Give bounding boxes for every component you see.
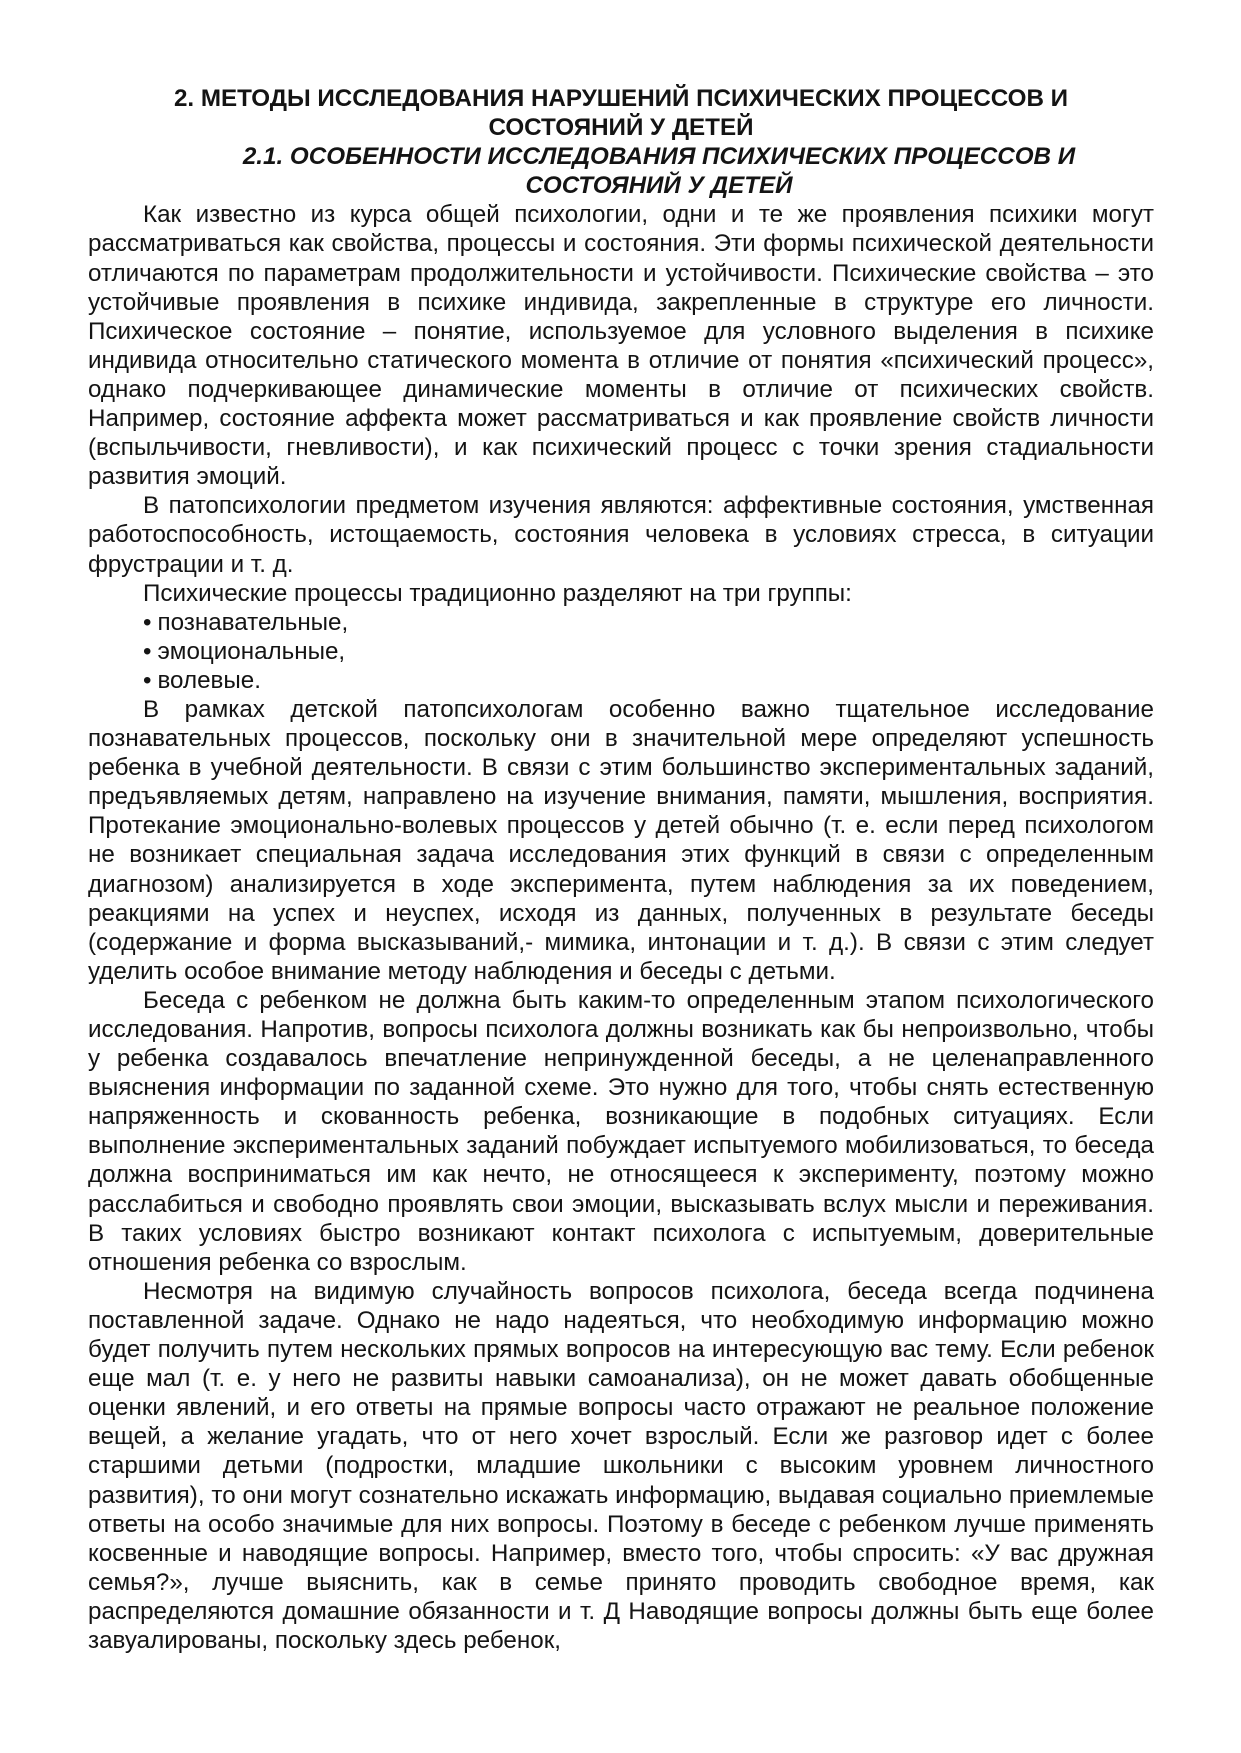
list-item: • волевые. — [143, 666, 261, 694]
list-item: • эмоциональные, — [143, 637, 346, 665]
paragraph-cognitive: В рамках детской патопсихологам особенно важно тщательное исследование познавательных процессов, поскольку они в значительной мере определяют успешность ребенка в учебной деятельности. В связи с этим большинство экспериментальных заданий, предъявляемых детям, направлено на изучение внимания, памяти, мышления, восприятия. Протекание эмоционально-волевых процессов у детей обычно (т. е. если перед психологом не возникает специальная задача исследования этих функций в связи с определенным диагнозом) анализируется в ходе эксперимента, путем наблюдения за их поведением, реакциями на успех и неуспех, исходя из данных, полученных в результате беседы (содержание и форма высказываний,- мимика, интонации и т. д.). В связи с этим следует уделить особое внимание методу наблюдения и беседы с детьми. — [88, 695, 1154, 985]
process-groups-list — [88, 608, 1154, 695]
list-item: • познавательные, — [143, 608, 349, 636]
paragraph-conversation: Беседа с ребенком не должна быть каким-то определенным этапом психологического исследования. Напротив, вопросы психолога должны возникать как бы непроизвольно, чтобы у ребенка создавалось впечатление непринужденной беседы, а не целенаправленного выяснения информации по заданной схеме. Это нужно для того, чтобы снять естественную напряженность и скованность ребенка, возникающие в подобных ситуациях. Если выполнение экспериментальных заданий побуждает испытуемого мобилизоваться, то беседа должна восприниматься им как нечто, не относящееся к эксперименту, поэтому можно расслабиться и свободно проявлять свои эмоции, высказывать вслух мысли и переживания. В таких условиях быстро возникают контакт психолога с испытуемым, доверительные отношения ребенка со взрослым. — [88, 986, 1154, 1276]
bullet-icon: • — [143, 608, 152, 636]
bullet-icon: • — [143, 666, 152, 694]
document-page — [88, 84, 1154, 1655]
chapter-heading: 2. МЕТОДЫ ИССЛЕДОВАНИЯ НАРУШЕНИЙ ПСИХИЧЕСКИХ ПРОЦЕССОВ И СОСТОЯНИЙ У ДЕТЕЙ — [173, 85, 1069, 142]
paragraph-pathopsychology: В патопсихологии предметом изучения являются: аффективные состояния, умственная работоспособность, истощаемость, состояния человека в условиях стресса, в ситуации фрустрации и т. д. — [88, 492, 1154, 578]
paragraph-intro: Как известно из курса общей психологии, одни и те же проявления психики могут рассматриваться как свойства, процессы и состояния. Эти формы психической деятельности отличаются по параметрам продолжительности и устойчивости. Психические свойства – это устойчивые проявления в психике индивида, закрепленные в структуре его личности. Психическое состояние – понятие, используемое для условного выделения в психике индивида относительно статического момента в отличие от понятия «психический процесс», однако подчеркивающее динамические моменты в отличие от психических свойств. Например, состояние аффекта может рассматриваться и как проявление свойств личности (вспыльчивости, гневливости), и как психический процесс с точки зрения стадиальности развития эмоций. — [88, 201, 1154, 491]
section-heading: 2.1. ОСОБЕННОСТИ ИССЛЕДОВАНИЯ ПСИХИЧЕСКИХ ПРОЦЕССОВ И СОСТОЯНИЙ У ДЕТЕЙ — [242, 143, 1076, 200]
paragraph-groups: Психические процессы традиционно разделяют на три группы: — [143, 579, 852, 607]
bullet-icon: • — [143, 637, 152, 665]
paragraph-questions: Несмотря на видимую случайность вопросов психолога, беседа всегда подчинена поставленной задаче. Однако не надо надеяться, что необходимую информацию можно будет получить путем нескольких прямых вопросов на интересующую вас тему. Если ребенок еще мал (т. е. у него не развиты навыки самоанализа), он не может давать обобщенные оценки явлений, и его ответы на прямые вопросы часто отражают не реальное положение вещей, а желание угадать, что от него хочет взрослый. Если же разговор идет с более старшими детьми (подростки, младшие школьники с высоким уровнем личностного развития), то они могут сознательно искажать информацию, выдавая социально приемлемые ответы на особо значимые для них вопросы. Поэтому в беседе с ребенком лучше применять косвенные и наводящие вопросы. Например, вместо того, чтобы спросить: «У вас дружная семья?», лучше выяснить, как в семье принято проводить свободное время, как распределяются домашние обязанности и т. Д Наводящие вопросы должны быть еще более завуалированы, поскольку здесь ребенок, — [88, 1277, 1154, 1654]
